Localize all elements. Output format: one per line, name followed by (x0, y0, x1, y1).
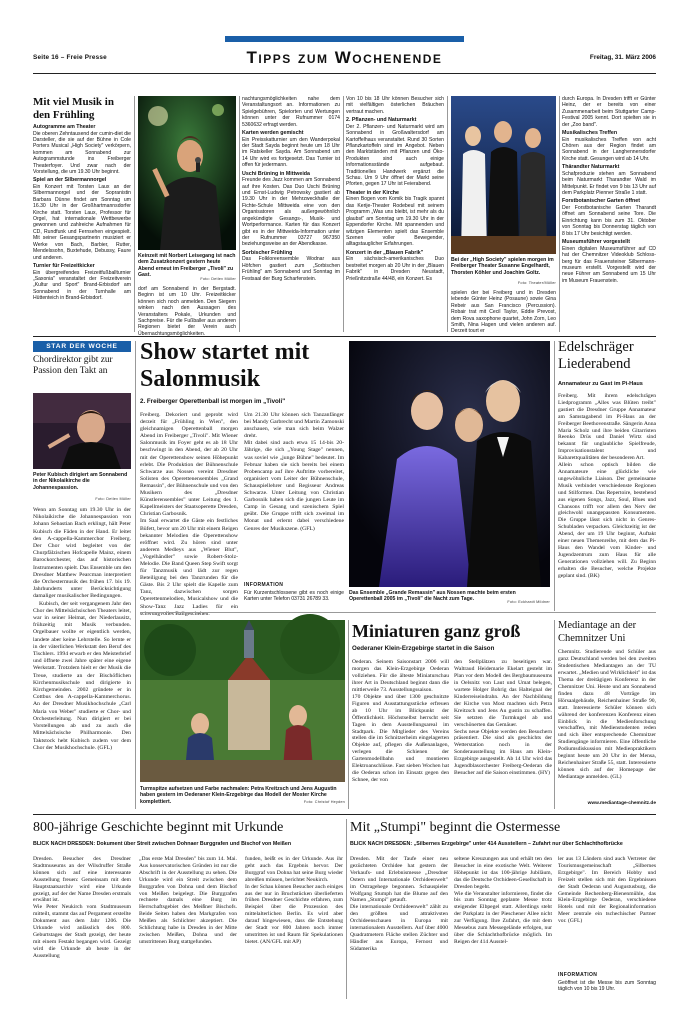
photo-conductor (33, 393, 131, 469)
photo-singer (138, 96, 236, 250)
rule (134, 96, 135, 332)
conductor-image (33, 393, 131, 469)
rule (559, 96, 560, 332)
urkunde-subhead: BLICK NACH DRESDEN: Dokument über Streit zwischen Dohnaer Burggrafen und Bischof von Meißen (33, 841, 292, 847)
star-text-p2: Kubisch, der seit vergangenem Jahr den Chor des Mittelsächsischen Theaters leitet, war in seiner Heimat, der Niederlausitz, frühzeitig mit Musik verbunden. Orgelbauer wollte er eigentlich werden, landete aber keine Lehrstelle. So lernte er in der väterlichen Werkstatt den Beruf des Tischlers. 1994 erwarb er den Meisterbrief und öffnete zwei Jahre später eine eigene Werkstatt. Trotzdem hielt er der Musik die Treue, studierte an der Bischöflichen Kirchenmusikschule und dirigierte in Kirchgemeinden. 2002 gründete er in Cottbus den A-cappella-Kammerchorus. An der Dresdner Musikhochschule „Carl Maria von Weber" studierte er Chor- und Orchesterleitung. Nun dirigiert er bei Vorstellungen ab und zu auch die Mittelsächsische Philharmonie. Den Taktstock hebt Kubisch zudem vor dem Chor der Musikhochschule. (GFL) (33, 600, 131, 751)
photo-ensemble (349, 341, 550, 587)
col3-text-top: nachtungsmöglichkeiten nahe dem Veranstaltungsort an. Informationen zu Spielgebühren, Spielorten und Wertungen können unter der Rufnummer 0174 5360632 erfragt werden. (242, 96, 340, 128)
rule (343, 96, 344, 332)
col4-sub-2: Konzert in der „Blauen Fabrik" (346, 249, 424, 256)
star-text-p1: Wenn am Sonntag um 19.30 Uhr in der Nikolaikirche die Johannespassion von Johann Sebastian Bach erklingt, hält Peter Kubisch die Fäden in der Hand. Er leitet den A-cappella-Kammerchor Freiberg. Der Chor wird begleitet von der Churpfälzischen Hofcapelle Mainz, einem Barockorchester, das auf historischen Instrumenten spielt. Das Ensemble um den Dresdner Matthew Pearcman interpretiert die Orchestermusik des frühen 17. bis 19. Jahrhunderts unter Berücksichtigung damaliger musikalischer Bedingungen. (33, 507, 131, 600)
photo-singer-caption: Keinzeit mit Norbert Leisegang ist nach dem Zusatzkonzert gestern heute Abend erneut im Freiberger „Tivoli" zu Gast. (138, 253, 236, 279)
page-label: Seite 16 – Freie Presse (33, 54, 107, 61)
mini-subhead: Oederaner Klein-Erzgebirge startet in die Saison (352, 645, 495, 652)
col3-text-2: Das Folkloreensemble Wodnar aus Höfchen gastiert zum „Sorbischen Frühling" am Sonnabend und Sonntag im Festsaal der Burg Scharfenstein. (242, 256, 340, 282)
salon-info-text: Für Kurzentschlossene gibt es noch einige Karten unter Telefon 03731 26789 33. (244, 590, 344, 603)
rule (33, 814, 656, 815)
salon-col-b: Um 21.30 Uhr können sich Tanzanfänger bei Mandy Garbrecht und Martin Zamonski anschauen, wie man sich beim Walzer dreht. Mit dabei sind auch etwa 15 14-bis 20-Jährige, die sich „Young Stage" nennen, was soviel wie „junge Bühne" bedeutet. Im Februar haben sie sich bereits bei einem Probencamp auf ihre Auftritte vorbereitet, organisiert vom Leiter der Bühnenschule, Schauspiellehrer und Regisseur Andreas Schwarze. Unter Leitung von Christian Garbosnik haben sich die jungen Leute im Camp in Gesang und szenischem Spiel geübt. Die Gruppe trifft sich zweimal im Monat und erlernt dabei verschiedene Genres der Musikszene. (GFL) (244, 412, 344, 532)
col2-text: dorf am Sonnabend in der Bergstadt. Beginn ist um 10 Uhr. Freizeitkicker können sich noch anmelden. Den Siegern winken nach den Aussagen des Veranstalters Pokale, Urkunden und Sachpreise. Für die Fußballer aus anderen Regionen bietet der Verein auch Übernachtungsmöglichkeiten. (138, 286, 236, 337)
stumpi-col-b: seltene Kreuzungen aus und erhält ten den Besucher in eine exotische Welt. Weiterer Höhepunkt ist das 100-jährige Jubiläum, das die Deutsche Orchideen-Gesellschaft in Dresden begeht. Wie die Veranstalter informieren, findet die bis zum Sonntag geplante Messe trotz steigender Elbpegel statt. Allerdings steht der Parkplatz in der Pieschener Allee nicht zur Verfügung. Ihre Zufahrt, die mit dem Messebus zum Messegelände erfolgen, nur über die Schlachthofbrücke möglich. Im Reigen der 414 Ausstel- (454, 856, 552, 945)
mini-headline: Miniaturen ganz groß (352, 621, 521, 641)
col1-block (33, 96, 131, 332)
photo-theater-credit: Foto: Theater/Müller (517, 281, 556, 285)
col1-sub-2: Turnier für Freizeitkicker (33, 262, 95, 269)
star-box-label: STAR DER WOCHE (33, 341, 131, 352)
photo-singer-credit: Foto: Detlev Müller (200, 277, 236, 281)
col3-sub-2: Sorbischer Frühling (242, 249, 293, 256)
col3-block (242, 96, 340, 332)
col4-text-0: Der 2. Pflanzen- und Naturmarkt wird am Sonnabend in Großwaltersdorf am Kartoffelhaus veranstaltet. Rund 30 Sorten Pflanzkartoffeln sind im Angebot. Neben den Marktständen mit Pflanzen und Öko-Produkten sind auch einige Informationsstände aufgebaut. Traditionelles Handwerk ergänzt die Schau. Um 9 Uhr öffnet der Markt seine Pforten, gegen 17 Uhr ist Feierabend. (346, 123, 444, 188)
edel-headline: Edelschräger Liederabend (558, 339, 634, 372)
col6-block (562, 96, 656, 332)
salon-subhead: 2. Freiberger Operettenball ist morgen im „Tivoli" (140, 398, 286, 405)
edel-text: Freiberg. Mit ihrem edelschrägen Liedprogramm „Alles was Blüten treibt" gastiert die Dresdner Gruppe Annamateur am Samstagabend im Pi-Haus an der Freiberger Beethovenstraße. Sängerin Anna Maria Scholz und ihre beiden Gitarristen Reenko Drüs und Daniel Wirtz sind bekannt für unglaubliche Spielfreude, Improvisationstalent und Kabarettqualitäten der besonderen Art. Allein schon optisch bilden die Annamateure eine glückliche wie ungewöhnliche Liaison. Der gemeinsame Musik verbindet verschiedenste Regionen und Stilformen. Das Repertoire, bestehend aus eigenen Songs, Jazz, Soul, Blues und Chansons trifft vor allem den Nerv der gleichwohl unangepassten Konsumenten. Die Gruppe lässt sich nicht in Genres-Schubladen verpacken. Gleichzeitig ist der Abend, der um 19 Uhr beginnt, Auftakt einer neuen Themenreihe, mit dem das Pi-Haus den Wandel vom Kinder- und Jugendzentrum zum Haus für alle Generationen vollziehen will. Zu Beginn erhalten die Besucher, welche Projekte geplant sind. (BK) (558, 393, 656, 579)
theater-image (451, 96, 556, 254)
rule (554, 620, 555, 809)
urkunde-col-b: „Das erste Mal Dresden" bis zum 14. Mai. Aus konservatorischen Gründen ist nur die Abschrift in der Ausstellung zu sehen. Die Urkunde wird ein Streit zwischen dem Burggrafen von Dohna und dem Bischof von Meißen beigelegt. Die Burggrafen rechnete damals eine Burg im Herrschaftsgebiet des Meißner Bischofs. Beide Seiten haben den Markgrafen von Meißen als Schlichter akzeptiert. Die Schlichtung habe in Dresden in der Mitte zwischen Meißen, Dohna und der umstrittenen Burg stattgefunden. (139, 856, 237, 945)
stumpi-subhead: BLICK NACH DRESDEN: „Silbernes Erzgebirge" unter 414 Ausstellern – Zufahrt nur über Schlachthofbrücke (350, 841, 623, 847)
rule (140, 612, 656, 613)
photo-theater (451, 96, 556, 254)
urkunde-headline: 800-jährige Geschichte beginnt mit Urkunde (33, 820, 284, 835)
col6-text-3: Einen digitalen Museumsführer auf CD hat der Chemnitzer Videoklub Schloss-berg für das Frauensteiner Silbermann-museum erstellt. Vorgestellt wird der neue Führer am Sonnabend um 15 Uhr im Museum Frauenstein. (562, 245, 656, 284)
photo-ensemble-credit: Foto: Eckhardt Mildner (507, 600, 550, 604)
stumpi-headline: Mit „Stumpi" beginnt die Ostermesse (350, 820, 561, 835)
col3-text-0: Ein Preisskatturnier um den Wanderpokal der Stadt Sayda beginnt heute um 18 Uhr im Ratskeller Sayda. Am Sonnabend um 14 Uhr wird es fortgesetzt. Das Turnier ist offen für jedermann. (242, 136, 340, 169)
photo-miniature-caption: Turmspitze aufsetzen und Farbe nachmalen: Petra Kreitzsch und Jens Augustin haben gestern im Oederaner Klein-Erzgebirge das Modell der Moster Kirche komplettiert. (140, 786, 337, 805)
col1-text-0: Die oberen Zehntausend der cumin-diet die Darsteller, die sie auf der Bühne in Cole Porters Musical „High Society" verkörpern, kommen am Sonnabend zur Autogrammstunde ins Freiberger Theaterfoyer. Und zwar nach der Vorstellung, die um 19.30 Uhr beginnt. (33, 130, 131, 176)
salon-info-label: INFORMATION (244, 582, 284, 588)
col1-headline: Mit viel Musik in den Frühling (33, 96, 114, 121)
photo-ensemble-caption: Das Ensemble „Grande Remassin" aus Nossen machte beim ersten Operettenball 2005 im „Tivoli" die Nacht zum Tage. (349, 590, 516, 603)
col3-sub-0: Karten werden gemischt (242, 130, 304, 137)
mini-col-a: Oederan. Seinem Saisonstart 2006 will morgen das Klein-Erzgebirge Oederan vollziehen. Für die älteste Miniaturschau ihrer Art in Deutschland beginnt dann die mittlerweile 73. Ausstellungssaison. 170 Objekte und über 1300 geschnitzte Figuren und Ausstattungsstücke erfreuen ab 10 Uhr im Blickpunkt der Öffentlichkeit. Höchstselbst herrscht seit Tagen in dem Ausstellungsareal im Stadtpark. Die Mitglieder des Vereins stellen die im Schnitzerheim eingelagerten Objekte auf, pflegen die Außenanlagen, verlegen die Schienen der Gartenmodellbahn und montieren Elektroanschlüsse. Fast sieben Wochen hat die Oederan schon im Einsatz gegen den Schnee, der von (352, 659, 449, 784)
col4-text-top: Von 10 bis 18 Uhr können Besucher sich mit vielfältigen österlichen Bräuchen vertraut machen. (346, 96, 444, 115)
salon-headline: Show startet mit Salonmusik (140, 339, 310, 392)
col6-sub-2: Forstbotanischer Garten öffnet (562, 198, 640, 205)
col6-sub-1: Thärandter Naturmarkt (562, 164, 620, 171)
stumpi-col-c: ler aus 13 Ländern sind auch Vertreter der Tourismusgemeinschaft „Silbernes Erzgebirge". Im Bereich Hobby und Freizeit stellen sich mit den Ergebnissen der Stadt Oederan und Augustusburg, die Gemeinde Rechenberg-Bienenmühle, das Klein-Erzgebirge Oederan, verschiedene Hotels und mit der Regionalinformation Meer zentrale ein tschechischer Partner vor. (GFL) (558, 856, 656, 925)
star-headline: Chordirektor gibt zur Passion den Takt an (33, 355, 113, 376)
rule (239, 96, 240, 332)
col4-sub-0: 2. Pflanzen- und Naturmarkt (346, 117, 417, 124)
star-text (33, 507, 131, 809)
mini-col-b: den Stellplätzen zu beseitigen war. Waltraud Heidemarie Ekelart gesteht im Plan vor dem Modell des Bergbaumuseums in Oelsnitz von Laut und Umat belegen, wartete Holger Bohrig das Halteignal der Kinderreiseindrahn. An der Nachbildung der Kirche von Most machten sich Petra Kreitzsch und Jens Au gustin zu schaffen. Sie setzten die Turmkugel ab und verschönerten das Gemäuer. Sechs neue Objekte werden den Besuchern präsentiert. Die sind als geschichts der Wetterstation noch in der Sonderausstellung im Haus am Klein-Erzgebirge ausgestellt. Ab 14 Uhr wird das Jugendblasorchester Freiberg-Oederan die Besucher auf die Saison einstimmen. (HY) (454, 659, 552, 777)
medi-link[interactable]: www.mediantage-chemnitz.de (587, 801, 656, 806)
rule (33, 336, 656, 337)
col4-text-2: Ein sächsisch-amerikanisches Duo bestreitet morgen ab 20 Uhr in der „Blauen Fabrik" in Dresden Neustadt, Prießnitzstraße 44/48, ein Konzert. Es (346, 256, 444, 282)
rule (348, 620, 349, 809)
col4-text-1: Einen Bogen vom Komik bis Tragik spannt das Kerije-Theater Rodebeul mit seinem Programm „Was uns bleibt, ist mehr als du glaubst" am Sonntag um 19.30 Uhr in der Eppendorfer Kirche. Mit spannenden und witzigen Elementen spielt das Ensemble Szenen voller Bewegender, alltagstauglicher Erfahrungen. (346, 196, 444, 248)
col1-sub-0: Autogramme am Theater (33, 124, 96, 130)
miniature-image (140, 620, 345, 782)
col6-text-0: Ein musikalisches Treffen von acht Chören aus der Region findet am Sonnabend in der Langhennersdorfer Kirche statt. Gesungen wird ab 14 Uhr. (562, 136, 656, 162)
col3-sub-1: Uschi Brüning in Mittweida (242, 170, 310, 177)
rule (135, 341, 136, 809)
urkunde-col-a: Dresden. Besucher des Dresdner Stadtmuseums an der Wilsdruffer Straße können sich auf eine interessante Ausstellung freuen: Gemeinsam mit dem Hauptstaatsarchiv wird eine Urkunde gezeigt, auf der der Name Dresden erstmals erwähnt ist. Wie Peter Neukirch vom Stadtmuseum mitteilt, stammt das auf Pergament erstellte Dokument aus dem Jahr 1206. Die Urkunde wird anlässlich des 800. Geburtstages der Stadt gezeigt, der heute mit einem Festakt begangen wird. Gezeigt wird die Urkunde ab heute in der Ausstellung (33, 856, 132, 959)
col6-sub-0: Musikalisches Treffen (562, 130, 618, 137)
rule (447, 96, 448, 332)
stumpi-info-label: INFORMATION (558, 972, 598, 978)
star-credit: Foto: Detlev Müller (95, 497, 131, 501)
col1-sub-1: Spiel an der Silbermannorgel (33, 177, 107, 184)
col1-text-1: Ein Konzert mit Torsten Laux an der Silbermannorgel und der Sopranistin Barbara Dünne findet am Sonntag um 16.30 Uhr in der Großhartmannsdorfer Kirche statt. Torsten Laux, Professor für Orgel, hat internationale Wettbewerbe gewonnen und zahlreiche Aufnahmen für CD, Rundfunk und Fernsehen eingespielt. Mit seiner Gesangspartnerin musiziert er Werke von Bach, Barbier, Rutter, Mendelssohn, Buxtehude, Debussy, Faure und anderen. (33, 184, 131, 261)
photo-theater-caption: Bei der „High Society" spielen morgen im Freiberger Theater Susanne Engelhardt, Thorsten Köhler und Joachim Goltz. (451, 257, 554, 276)
col6-text-top: durch Europa. In Dresden trifft er Günter Heinz, der er bereits von einer Zusammenarbeit beim Stuttgarter Camp-Festival 2005 kennt. Dort spielten sie in der „Zoo band". (562, 96, 656, 128)
medi-text: Chemnitz. Studierende und Schüler aus ganz Deutschland werden bei den zweiten Studentischen Mediantagen an der TU erwartet. „Medien und Wirklichkeit" ist das Thema der dreitägigen Konferenz in der Chemnitzer Uni. Heute und am Sonnabend finden dazu 48 Vorträge im Hörsaalgebäude, Reichenhainer Straße 90, statt. Interessierte Schüler können sich während der konferenzen Konferenz einen Einblick in die Medienforschung verschaffen, mit Medienstudenten reden und sich über entsprechende Chemnitzer Studiengänge informieren. Eine öffentliche Podiumsdiskussion mit Medienpraktikern beginnt heute um 20 Uhr in der Mensa, Reichenhainer Straße 55, statt. Interessierte können sich auf der Homepage der Mediantage anmelden. (GL) (558, 649, 656, 781)
ensemble-image (349, 341, 550, 587)
section-title: Tipps zum Wochenende (246, 48, 443, 67)
rule (346, 819, 347, 999)
stumpi-info-text: Geöffnet ist die Messe bis zum Sonntag täglich von 10 bis 19 Uhr. (558, 980, 656, 993)
col1-text-2: Ein übergreifendes Freizeitfußballturnier „Saxonia" veranstaltet der Freizeitverein „Kultur und Sport" Brand-Erbisdorf am Sonnabend in der Turnhalle am Hüttenteich in Brand-Erbisdorf. (33, 269, 131, 302)
col5-text: spielen der bei Freiberg und in Dresden lebende Günter Heinz (Posaune) sowie Gina Rebeir aus San Francisco (Percussion). Robair trat mit Cecil Taylor, Eddie Prevost, dem Rova saxophone quartet, John Zorn, Leo Smith, Nina Hagen und vielen anderen auf. Derzeit tourt er (451, 290, 556, 335)
photo-miniature (140, 620, 345, 782)
col3-text-1: Freunde des Jazz kommen am Sonnabend auf ihre Kosten. Das Duo Uschi Brüning und Ernst-Ludwig Petrowsky gastiert ab 19.30 Uhr in der Mehrzweckhalle der Fichte-Schule Mittweida eine von den Organisatoren als außergewöhnlich angekündigte Gesangs-, Musik- und Wortperformance. Karten für das Konzert gibt es in der Mittweida-Information unter der Rufnummer 03727 967350 beziehungsweise an der Abendkasse. (242, 177, 340, 248)
col4-sub-1: Theater in der Kirche (346, 189, 399, 196)
col6-sub-3: Museumsführer vorgestellt (562, 239, 630, 246)
edel-subhead: Annamateur zu Gast im Pi-Haus (558, 381, 643, 387)
singer-image (138, 96, 236, 250)
col6-text-1: Schafproduzie stehen am Sonnabend beim Naturmarkt Tharandter Wald im Mittelpunkt. Er findet von 9 bis 13 Uhr auf dem Parkplatz Pienner Straße 1 statt. (562, 170, 656, 197)
rule (554, 341, 555, 611)
photo-miniature-credit: Foto: Christof Heyden (303, 800, 345, 804)
urkunde-col-c: funden, heißt es in der Urkunde. Aus ihr geht auch das Ergebnis hervor. Der Burggraf von Dohna hat seine Burg wieder abreißen müssen, berichtet Neukirch. In der Schau können Besucher auch einiges aus der nur in Bruchstücken überlieferten frühen Dresdner Geschichte erfahren, zum Beispiel über die Prozession des mittelalterlichen Berlin. Es wird aber darauf hingewiesen, dass die Entstehung der Stadt vor 800 Jahren noch immer umstritten ist und Raum für Spekulationen bietet. (AN/GFL mit AP) (245, 856, 343, 945)
header-rule (33, 73, 656, 74)
col6-text-2: Der Forstbotanische Garten Tharandt öffnet am Sonnabend seine Tore. Die Einrichtung kann bis zum 31. Oktober von Sonntag bis Donnerstag täglich von 8 bis 17 Uhr besichtigt werden. (562, 205, 656, 237)
star-caption: Peter Kubisch dirigiert am Sonnabend in der Nikolaikirche die Johannespassion. (33, 472, 128, 491)
medi-headline: Mediantage an der Chemnitzer Uni (558, 620, 637, 644)
page-date: Freitag, 31. März 2006 (589, 54, 656, 61)
stumpi-col-a: Dresden. Mit der Taufe einer neu gezüchteten Orchidee hat gestern der Verkaufs- und Erlebnismesse „Dresdner Ostern und Internationale Orchideenwelt" im Ostragehege begonnen. Schauspieler Wolfgang Stumph hat die Blume auf den Namen „Stumpi" getauft. Die internationale Orchideenwelt" zählt zu den größten und attraktivsten Orchideenschauen in Europa mit internationalem Ausstellern. Auf über 4000 Quadratmetern Fläche stellen Züchter und Händler aus Europa, Fernost und Südamerika (350, 856, 448, 952)
salon-col-a: Freiberg. Dekoriert und geprobt wird derzeit für „Frühling in Wien", den gleichnamigen Operettenball morgen Abend im Freiberger „Tivoli". Mit Wiener Salonmusik im Foyer geht es ab 18 Uhr beschwingt in den Abend, der ab 20 Uhr mit der Operettenshow seinen Höhepunkt erlebt. Die Produktion der Bühnenschule Schwarze aus Nossen vereint Dresdner Solisten des Operettenensembles „Grand Remassin", der Bühnenschule und von den Musikern des „Dresdner Künstlerensembles" unter Leitung des 1. Kapellmeisters der Staatsoperette Dresden, Christian Garbosnik. Im Saal erwartet die Gäste ein festliches Büfett, bevor um 20 Uhr mit einem Reigen bekannter Melodien die Operettenshow eröffnet wird. Zu hören sind unter anderem Medleys aus „Wiener Blut", „Vogelhändler" sowie Robert-Stolz-Melodie. Die Band Queen Step Swift sorgt für Tanzmusik und lädt zur regen Beteiligung bei den Tanzrunden für die Gäste. Bis 2 Uhr spielt die Kapelle zum Tanz, dazwischen sorgen Operettenmelodien, Musicalshow und die Show-Tanz Jazz Ladies für ein schwungvolles Ballgeschehen. (140, 412, 238, 617)
col4-block (346, 96, 444, 332)
section-bar (225, 36, 464, 42)
